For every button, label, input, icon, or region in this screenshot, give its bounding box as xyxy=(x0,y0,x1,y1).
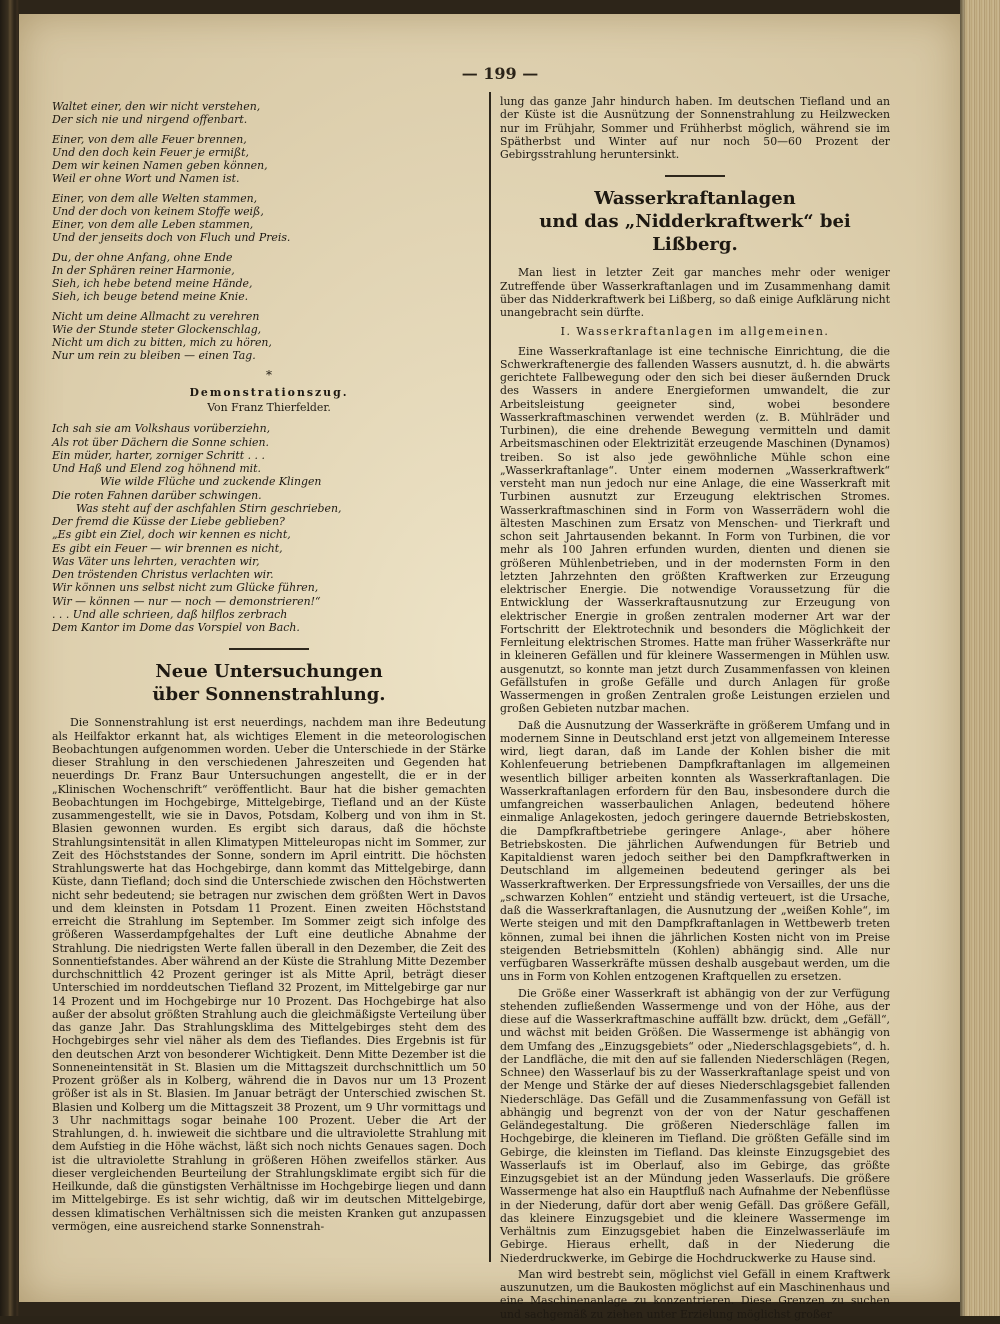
poem-line: Was steht auf der aschfahlen Stirn geschrieben, xyxy=(76,501,342,515)
poem-1-stanza xyxy=(52,310,486,363)
article-intro: Man liest in letzter Zeit gar manches mehr oder weniger Zutreffende über Wasserkraftanlagen und im Zusammenhang damit über das Nidderkraftwerk bei Lißberg, so daß einige Aufklärung nicht unangebracht sein dürfte. xyxy=(500,266,890,319)
headline-line: Wasserkraftanlagen xyxy=(594,188,796,210)
poem-line: Der fremd die Küsse der Liebe geblieben? xyxy=(52,515,285,528)
section-star: * xyxy=(266,367,272,382)
poem-1-stanza xyxy=(52,133,486,186)
poem-line: Du, der ohne Anfang, ohne Ende xyxy=(52,250,233,264)
page-number: — 199 — xyxy=(461,64,539,83)
poem-line: Wie wilde Flüche und zuckende Klingen xyxy=(100,475,322,489)
poem-line: Einer, von dem alle Welten stammen, xyxy=(52,191,258,205)
headline-line: Neue Untersuchungen xyxy=(155,661,383,683)
poem-line: Waltet einer, den wir nicht verstehen, xyxy=(52,100,261,113)
section-rule xyxy=(229,648,309,650)
poem-line: Die roten Fahnen darüber schwingen. xyxy=(52,488,262,502)
poem-line: Wie der Stunde steter Glockenschlag, xyxy=(52,322,262,336)
article-headline-wasserkraft xyxy=(500,187,890,256)
article-paragraph: Man wird bestrebt sein, möglichst viel Gefäll in einem Kraftwerk auszunutzen, um die Baukosten möglichst auf ein Maschinenhaus und eine Maschinenanlage zu konzentrieren. Diese Grenzen zu suchen und sachgemäß zu ziehen unter Erzielung möglichst großer xyxy=(500,1267,890,1321)
column-divider xyxy=(489,92,491,1262)
poem-line: Weil er ohne Wort und Namen ist. xyxy=(52,172,240,186)
poem-line: Den tröstenden Christus verlachten wir. xyxy=(52,568,274,581)
poem-1-stanza xyxy=(52,100,486,127)
headline-line: über Sonnenstrahlung. xyxy=(152,684,386,706)
article-paragraph: Die Sonnenstrahlung ist erst neuerdings, nachdem man ihre Bedeutung als Heilfaktor erkannt hat, als wichtiges Element in die meteorologischen Beobachtungen aufgenommen worden. Ueber die Unterschiede in der Stärke dieser Strahlung in den verschiedenen Jahreszeiten und Gegenden hat neuerdings Dr. Franz Baur Untersuchungen angestellt, die er in der „Klinischen Wochenschrift“ veröffentlicht. Baur hat die bisher gemachten Beobachtungen im Hochgebirge, Mittelgebirge, Tiefland und an der Küste zusammengestellt, wie sie in Davos, Potsdam, Kolberg und von ihm in St. Blasien gewonnen wurden. Es ergibt sich daraus, daß die höchste Strahlungsintensität in allen Klimatypen Mitteleuropas nicht im Sommer, zur Zeit des Höchststandes der Sonne, sondern im April eintritt. Die höchsten Strahlungswerte hat das Hochgebirge, dann kommt das Mittelgebirge, dann Küste, dann Tiefland; doch sind die Unterschiede zwischen den Höchstwerten nicht sehr bedeutend; sie betragen nur zwischen dem größten Wert in Davos und dem kleinsten in Potsdam 11 Prozent. Einen zweiten Höchststand erreicht die Strahlung im September. Im Sommer zeigt sich infolge des größeren Wasserdampfgehaltes der Luft eine deutliche Abnahme der Strahlung. Die niedrigsten Werte fallen überall in den Dezember, die Zeit des Sonnentiefstandes. Aber während an der Küste die Strahlung Mitte Dezember durchschnittlich 42 Prozent geringer ist als Mitte April, beträgt dieser Unterschied im norddeutschen Tiefland 32 Prozent, im Mittelgebirge gar nur 14 Prozent und im Hochgebirge nur 10 Prozent. Das Hochgebirge hat also außer der absolut größten Strahlung auch die gleichmäßigste Verteilung über das ganze Jahr. Das Strahlungsklima des Mittelgebirges steht dem des Hochgebirges sehr viel näher als dem des Tieflandes. Dies Ergebnis ist für den deutschen Arzt von besonderer Wichtigkeit. Denn Mitte Dezember ist die Sonneneintensität in St. Blasien um die Mittagszeit durchschnittlich um 50 Prozent größer als in Kolberg, während die in Davos nur um 13 Prozent größer ist als in St. Blasien. Im Januar beträgt der Unterschied zwischen St. Blasien und Kolberg um die Mittagszeit 38 Prozent, um 9 Uhr vormittags und 3 Uhr nachmittags sogar beinahe 100 Prozent. Ueber die Art der Strahlungen, d. h. inwieweit die sichtbare und die ultraviolette Strahlung mit dem Aufstieg in die Höhe wächst, läßt sich noch nichts Genaues sagen. Doch ist die ultraviolette Strahlung in größeren Höhen zweifellos stärker. Aus dieser vergleichenden Beurteilung der Strahlungsklimate ergibt sich für die Heilkunde, daß die günstigsten Verhältnisse im Hochgebirge liegen und dann im Mittelgebirge. Es ist sehr wichtig, daß wir im deutschen Mittelgebirge, dessen klimatischen Verhältnissen sich die meisten Kranken gut anzupassen vermögen, eine ausreichend starke Sonnenstrah- xyxy=(52,716,486,1233)
article-paragraph: Eine Wasserkraftanlage ist eine technische Einrichtung, die die Schwerkraftenergie des fallenden Wassers ausnutzt, d. h. die abwärts gerichtete Fallbewegung oder den sich bei dieser äußernden Druck des Wassers in andere Energieformen umwandelt, die zur Arbeitsleistung geeigneter sind, wobei besondere Wasserkraftmaschinen verwendet werden (z. B. Mühlräder und Turbinen), die eine drehende Bewegung vermitteln und damit Arbeitsmaschinen oder Elektrizität erzeugende Maschinen (Dynamos) treiben. So ist also jede gewöhnliche Mühle schon eine „Wasserkraftanlage“. Unter einem modernen „Wasserkraftwerk“ versteht man nun jedoch nur eine Anlage, die eine Wasserkraft mit Turbinen ausnutzt zur Erzeugung elektrischen Stromes. Wasserkraftmaschinen sind in Form von Wasserrädern wohl die ältesten Maschinen zum Ersatz von Menschen- und Tierkraft und schon seit Jahrtausenden bekannt. In Form von Turbinen, die vor mehr als 100 Jahren erfunden wurden, dienten und dienen sie größeren Mühlenbetrieben, und in der modernsten Form in den letzten Jahrzehnten den größten Kraftwerken zur Erzeugung elektrischer Energie. Die notwendige Voraussetzung für die Entwicklung der Wasserkraftausnutzung zur Erzeugung von elektrischer Energie in großen zentralen moderner Art war der Fortschritt der Elektrotechnik und besonders die Möglichkeit der Fernleitung elektrischen Stromes. Hatte man früher Wasserkräfte nur in kleineren Gefällen und für kleinere Wassermengen in Mühlen usw. ausgenutzt, so konnte man jetzt durch Zusammenfassen von kleinen Gefällstufen in große Gefälle und durch Anlagen für große Wassermengen in großen Zentralen große Leistungen erzielen und großen Gebieten nutzbar machen. xyxy=(500,344,890,716)
poem-line: Und der jenseits doch von Fluch und Preis. xyxy=(52,231,291,245)
poem-line: Und der doch von keinem Stoffe weiß, xyxy=(52,204,264,218)
poem-line: Nicht um dich zu bitten, mich zu hören, xyxy=(52,336,272,349)
poem-line: Sieh, ich beuge betend meine Knie. xyxy=(52,290,249,304)
poem-line: Sieh, ich hebe betend meine Hände, xyxy=(52,277,253,290)
poem-line: Einer, von dem alle Leben stammen, xyxy=(52,218,254,231)
headline-line: und das „Nidderkraftwerk“ bei Lißberg. xyxy=(539,211,851,256)
poem-line: Der sich nie und nirgend offenbart. xyxy=(52,113,248,127)
poem-line: „Es gibt ein Ziel, doch wir kennen es nicht, xyxy=(52,528,291,542)
section-rule xyxy=(665,175,725,177)
section-heading: I. Wasserkraftanlagen im allgemeinen. xyxy=(560,325,830,339)
poem-line: Ein müder, harter, zorniger Schritt . . . xyxy=(52,448,265,462)
poem-line: Was Väter uns lehrten, verachten wir, xyxy=(52,554,260,568)
poem-line: Und den doch kein Feuer je ermißt, xyxy=(52,145,250,159)
article-headline-sonnenstrahlung xyxy=(52,660,486,706)
poem-line: Einer, von dem alle Feuer brennen, xyxy=(52,132,247,146)
poem-line: In der Sphären reiner Harmonie, xyxy=(52,263,235,277)
poem-line: Wir — können — nur — noch — demonstrieren!“ xyxy=(52,594,321,608)
poem-line: . . . Und alle schrieen, daß hilflos zerbrach xyxy=(52,607,288,621)
left-column xyxy=(52,100,486,1236)
article-paragraph: Daß die Ausnutzung der Wasserkräfte in größerem Umfang und in modernem Sinne in Deutschland erst jetzt von allgemeinem Interesse wird, liegt daran, daß im Lande der Kohlen bisher die mit Kohlenfeuerung betriebenen Dampfkraftanlagen im allgemeinen wesentlich billiger arbeiten konnten als Wasserkraftanlagen. Die Wasserkraftanlagen erfordern für den Bau, insbesondere durch die umfangreichen wasserbaulichen Anlagen, bedeutend höhere einmalige Anlagekosten, jedoch geringere dauernde Betriebskosten, die Dampfkraftbetriebe geringere Anlage-, aber höhere Betriebskosten. Die jährlichen Aufwendungen für Betrieb und Kapitaldienst waren jedoch seither bei den Dampfkraftwerken in Deutschland im allgemeinen bedeutend geringer als bei Wasserkraftwerken. Der Erpressungsfriede von Versailles, der uns die „schwarzen Kohlen“ entzieht und ständig verteuert, ist die Ursache, daß die Wasserkraftanlagen, die Ausnutzung der „weißen Kohle“, im Werte steigen und mit den Dampfkraftanlagen in Wettbewerb treten können, zumal bei ihnen die jährlichen Kosten nicht von im Preise steigenden Betriebsmitteln (Kohlen) abhängig sind. Alle nur verfügbaren Wasserkräfte müssen deshalb ausgebaut werden, um die uns in Form von Kohlen entzogenen Kraftquellen zu ersetzen. xyxy=(500,718,890,984)
article-continuation: lung das ganze Jahr hindurch haben. Im deutschen Tiefland und an der Küste ist die Ausnützung der Sonnenstrahlung zu Heilzwecken nur im Frühjahr, Sommer und Frühherbst möglich, während sie im Spätherbst und Winter auf nur noch 50—60 Prozent der Gebirgsstrahlung heruntersinkt. xyxy=(500,95,890,161)
poem-line: Es gibt ein Feuer — wir brennen es nicht, xyxy=(52,541,283,555)
poem-line: Dem Kantor im Dome das Vorspiel von Bach. xyxy=(52,621,300,634)
right-column xyxy=(500,95,890,1324)
poem-line: Und Haß und Elend zog höhnend mit. xyxy=(52,462,262,475)
poem-2-author: Von Franz Thierfelder. xyxy=(207,401,331,414)
poem-1-stanza xyxy=(52,192,486,245)
poem-line: Nicht um deine Allmacht zu verehren xyxy=(52,309,260,323)
poem-1-stanza xyxy=(52,251,486,304)
poem-line: Wir können uns selbst nicht zum Glücke führen, xyxy=(52,581,319,595)
article-paragraph: Die Größe einer Wasserkraft ist abhängig von der zur Verfügung stehenden zufließenden Wassermenge und von der Höhe, aus der diese auf die Wasserkraftmaschine auffällt bzw. drückt, dem „Gefäll“, und wächst mit beiden Größen. Die Wassermenge ist abhängig von dem Umfang des „Einzugsgebiets“ oder „Niederschlagsgebiets“, d. h. der Landfläche, die mit den auf sie fallenden Niederschlägen (Regen, Schnee) den Wasserlauf bis zu der Wasserkraftanlage speist und von der Menge und Stärke der auf dieses Niederschlagsgebiet fallenden Niederschläge. Das Gefäll und die Zusammenfassung von Gefäll ist abhängig und begrenzt von der von der Natur geschaffenen Geländegestaltung. Die größeren Niederschläge fallen im Hochgebirge, die kleineren im Tiefland. Die größten Gefälle sind im Gebirge, die kleinsten im Tiefland. Das kleinste Einzugsgebiet des Wasserlaufs ist im Oberlauf, also im Gebirge, das größte Einzugsgebiet ist an der Mündung jeden Wasserlaufs. Die größere Wassermenge hat also ein Hauptfluß nach Aufnahme der Nebenflüsse in der Niederung, dafür dort aber wenig Gefäll. Das größere Gefäll, das kleinere Einzugsgebiet und die kleinere Wassermenge im Verhältnis zum Einzugsgebiet haben die Einzelwasserläufe im Gebirge. Hieraus erhellt, daß in der Niederung die Niederdruckwerke, im Gebirge die Hochdruckwerke zu Hause sind. xyxy=(500,986,890,1265)
poem-line: Dem wir keinen Namen geben können, xyxy=(52,159,268,172)
poem-2 xyxy=(52,422,486,634)
poem-line: Ich sah sie am Volkshaus vorüberziehn, xyxy=(52,422,271,436)
book-page-edges xyxy=(960,0,1000,1316)
poem-line: Nur um rein zu bleiben — einen Tag. xyxy=(52,349,256,363)
poem-2-title: Demonstrationszug. xyxy=(189,385,349,399)
poem-line: Als rot über Dächern die Sonne schien. xyxy=(52,435,269,449)
poem-1 xyxy=(52,100,486,382)
